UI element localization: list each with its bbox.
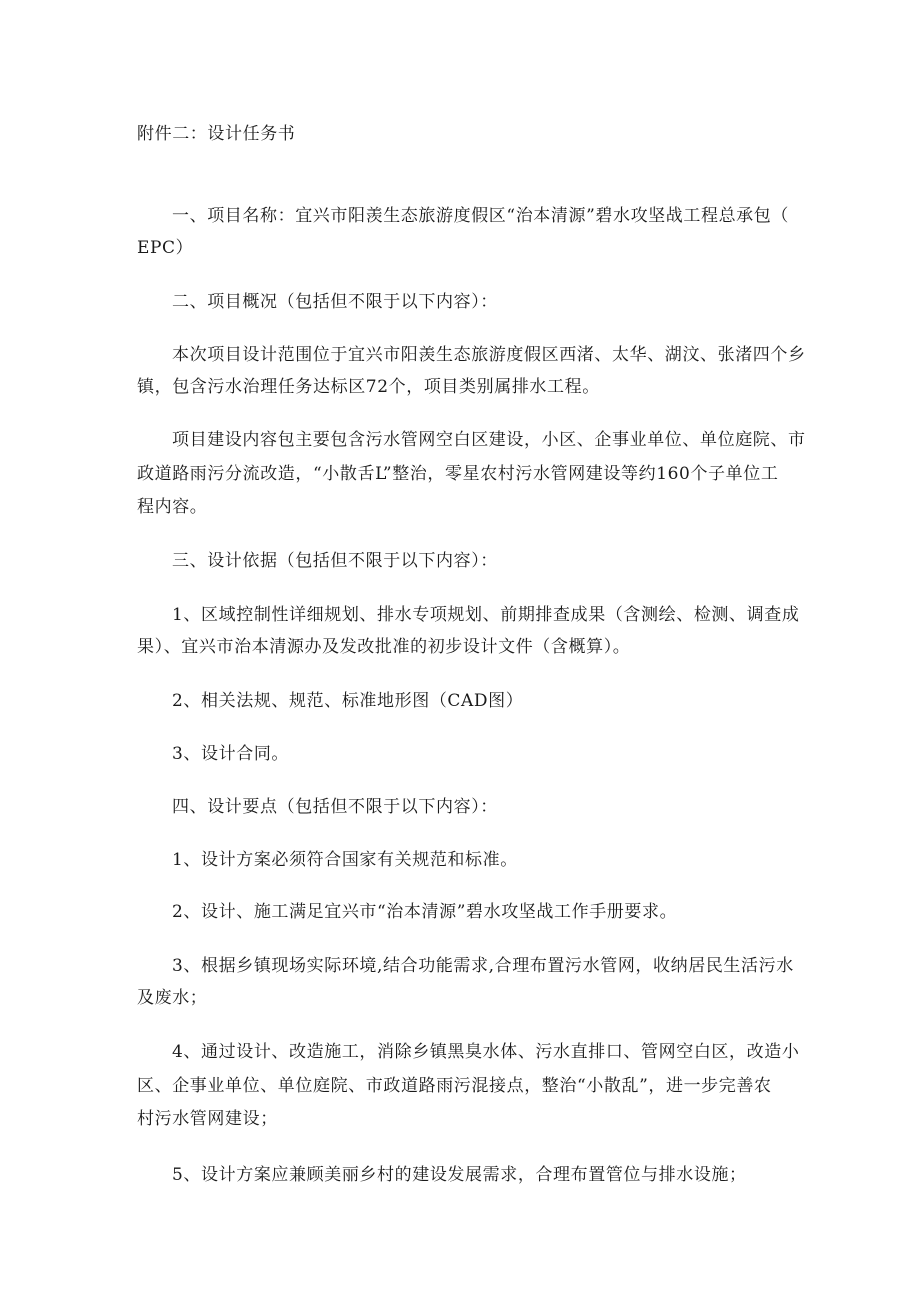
overview-paragraph-2-line-1: 项目建设内容包主要包含污水管网空白区建设，小区、企事业单位、单位庭院、市 (172, 430, 806, 450)
section-key-points-heading: 四、设计要点（包括但不限于以下内容）： (172, 797, 498, 817)
project-name-line-1: 一、项目名称：宜兴市阳羡生态旅游度假区“治本清源”碧水攻坚战工程总承包（ (172, 206, 789, 226)
overview-paragraph-2-line-3: 程内容。 (137, 497, 208, 517)
project-name-line-2: EPC） (137, 238, 194, 258)
overview-paragraph-2-line-2: 政道路雨污分流改造，“小散舌L”整治，零星农村污水管网建设等约160个子单位工 (137, 464, 779, 484)
key-point-3-line-1: 3、根据乡镇现场实际环境,结合功能需求,合理布置污水管网，收纳居民生活污水 (172, 956, 794, 976)
basis-item-1-line-1: 1、区域控制性详细规划、排水专项规划、前期排查成果（含测绘、检测、调查成 (172, 605, 800, 625)
key-point-4-line-3: 村污水管网建设； (137, 1109, 278, 1129)
key-point-4-line-1: 4、通过设计、改造施工，消除乡镇黑臭水体、污水直排口、管网空白区，改造小 (172, 1042, 800, 1062)
basis-item-2: 2、相关法规、规范、标准地形图（CAD图） (172, 691, 524, 711)
section-overview-heading: 二、项目概况（包括但不限于以下内容）： (172, 292, 498, 312)
key-point-5: 5、设计方案应兼顾美丽乡村的建设发展需求，合理布置管位与排水设施； (172, 1165, 747, 1185)
key-point-1: 1、设计方案必须符合国家有关规范和标准。 (172, 850, 518, 870)
overview-paragraph-1-line-2: 镇，包含污水治理任务达标区72个，项目类别属排水工程。 (137, 377, 600, 397)
attachment-title: 附件二：设计任务书 (137, 124, 296, 144)
key-point-4-line-2: 区、企事业单位、单位庭院、市政道路雨污混接点，整治“小散乱”，进一步完善农 (137, 1076, 772, 1096)
section-basis-heading: 三、设计依据（包括但不限于以下内容）： (172, 551, 498, 571)
key-point-2: 2、设计、施工满足宜兴市“治本清源”碧水攻坚战工作手册要求。 (172, 902, 678, 922)
basis-item-3: 3、设计合同。 (172, 744, 290, 764)
basis-item-1-line-2: 果）、宜兴市治本清源办及发改批准的初步设计文件（含概算）。 (137, 637, 631, 657)
key-point-3-line-2: 及废水； (137, 988, 208, 1008)
overview-paragraph-1-line-1: 本次项目设计范围位于宜兴市阳羡生态旅游度假区西渚、太华、湖汶、张渚四个乡 (172, 345, 806, 365)
